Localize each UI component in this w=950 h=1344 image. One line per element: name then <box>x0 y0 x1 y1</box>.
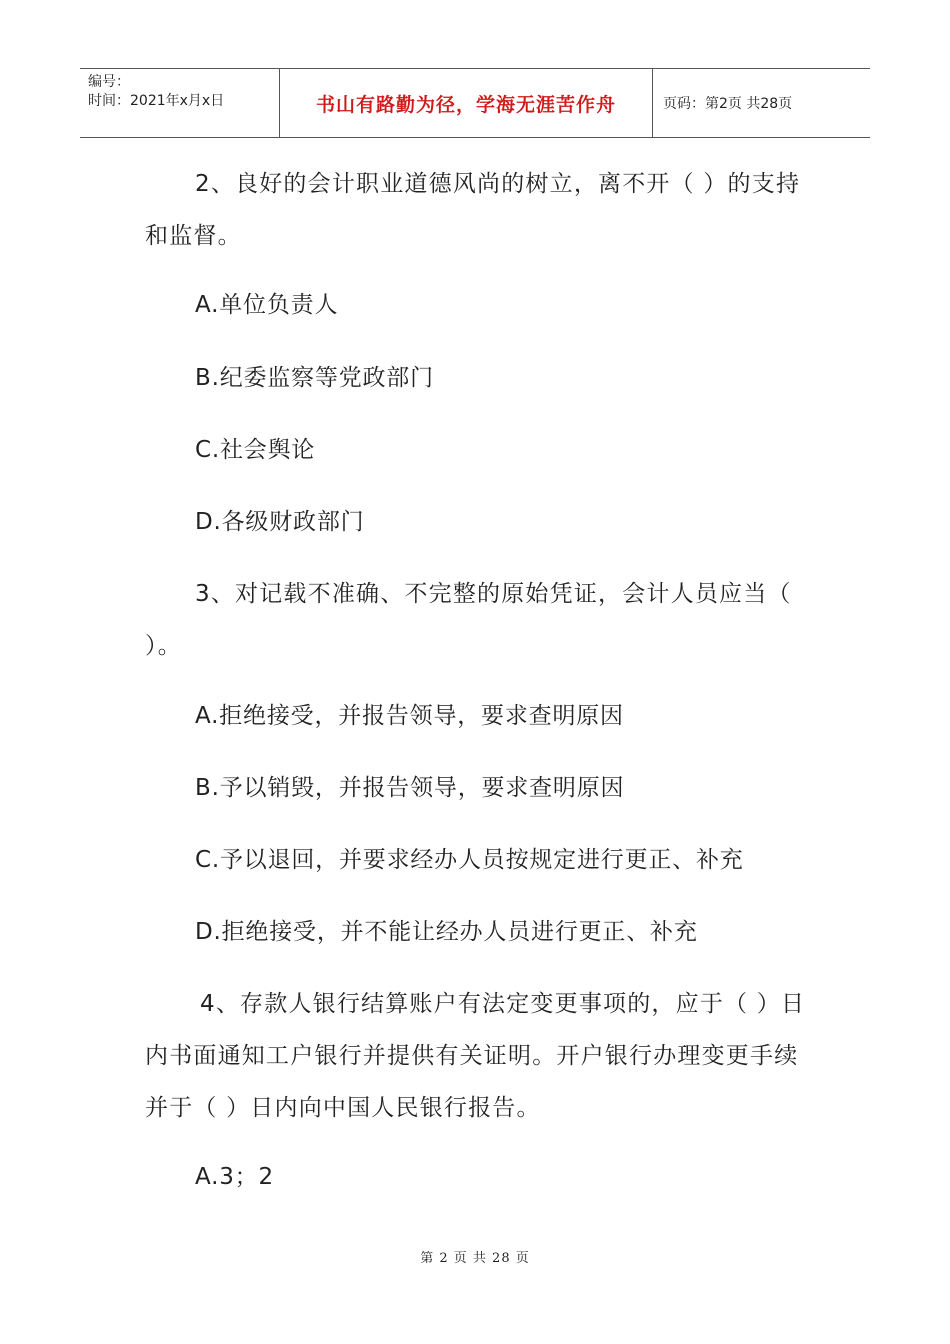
option-a: A.单位负责人 <box>195 292 339 318</box>
option-d: D.拒绝接受，并不能让经办人员进行更正、补充 <box>195 919 698 945</box>
page-footer: 第 2 页 共 28 页 <box>420 1251 530 1266</box>
option-a: A.拒绝接受，并报告领导，要求查明原因 <box>195 703 624 729</box>
option-b: B.予以销毁，并报告领导，要求查明原因 <box>195 775 625 801</box>
option-b: B.纪委监察等党政部门 <box>195 365 434 391</box>
page-info: 页码：第2页 共28页 <box>663 96 793 112</box>
time-label: 时间：2021年x月x日 <box>88 93 225 109</box>
header-meta <box>80 69 280 137</box>
header-motto-cell <box>280 69 653 137</box>
option-a: A.3；2 <box>195 1164 274 1190</box>
motto: 书山有路勤为径，学海无涯苦作舟 <box>315 93 616 116</box>
question-text: 4、存款人银行结算账户有法定变更事项的，应于（ ）日内书面通知工户银行并提供有关证明。开户银行办理变更手续并于（ ）日内向中国人民银行报告。 <box>145 991 806 1121</box>
option-d: D.各级财政部门 <box>195 509 365 535</box>
question-text: 3、对记载不准确、不完整的原始凭证，会计人员应当（ ）。 <box>145 581 792 659</box>
header-page-info <box>653 69 870 137</box>
number-label: 编号： <box>88 74 130 90</box>
option-c: C.予以退回，并要求经办人员按规定进行更正、补充 <box>195 847 744 873</box>
page-header <box>80 68 870 138</box>
option-c: C.社会舆论 <box>195 437 316 463</box>
question-text: 2、良好的会计职业道德风尚的树立，离不开（ ）的支持和监督。 <box>145 171 801 249</box>
